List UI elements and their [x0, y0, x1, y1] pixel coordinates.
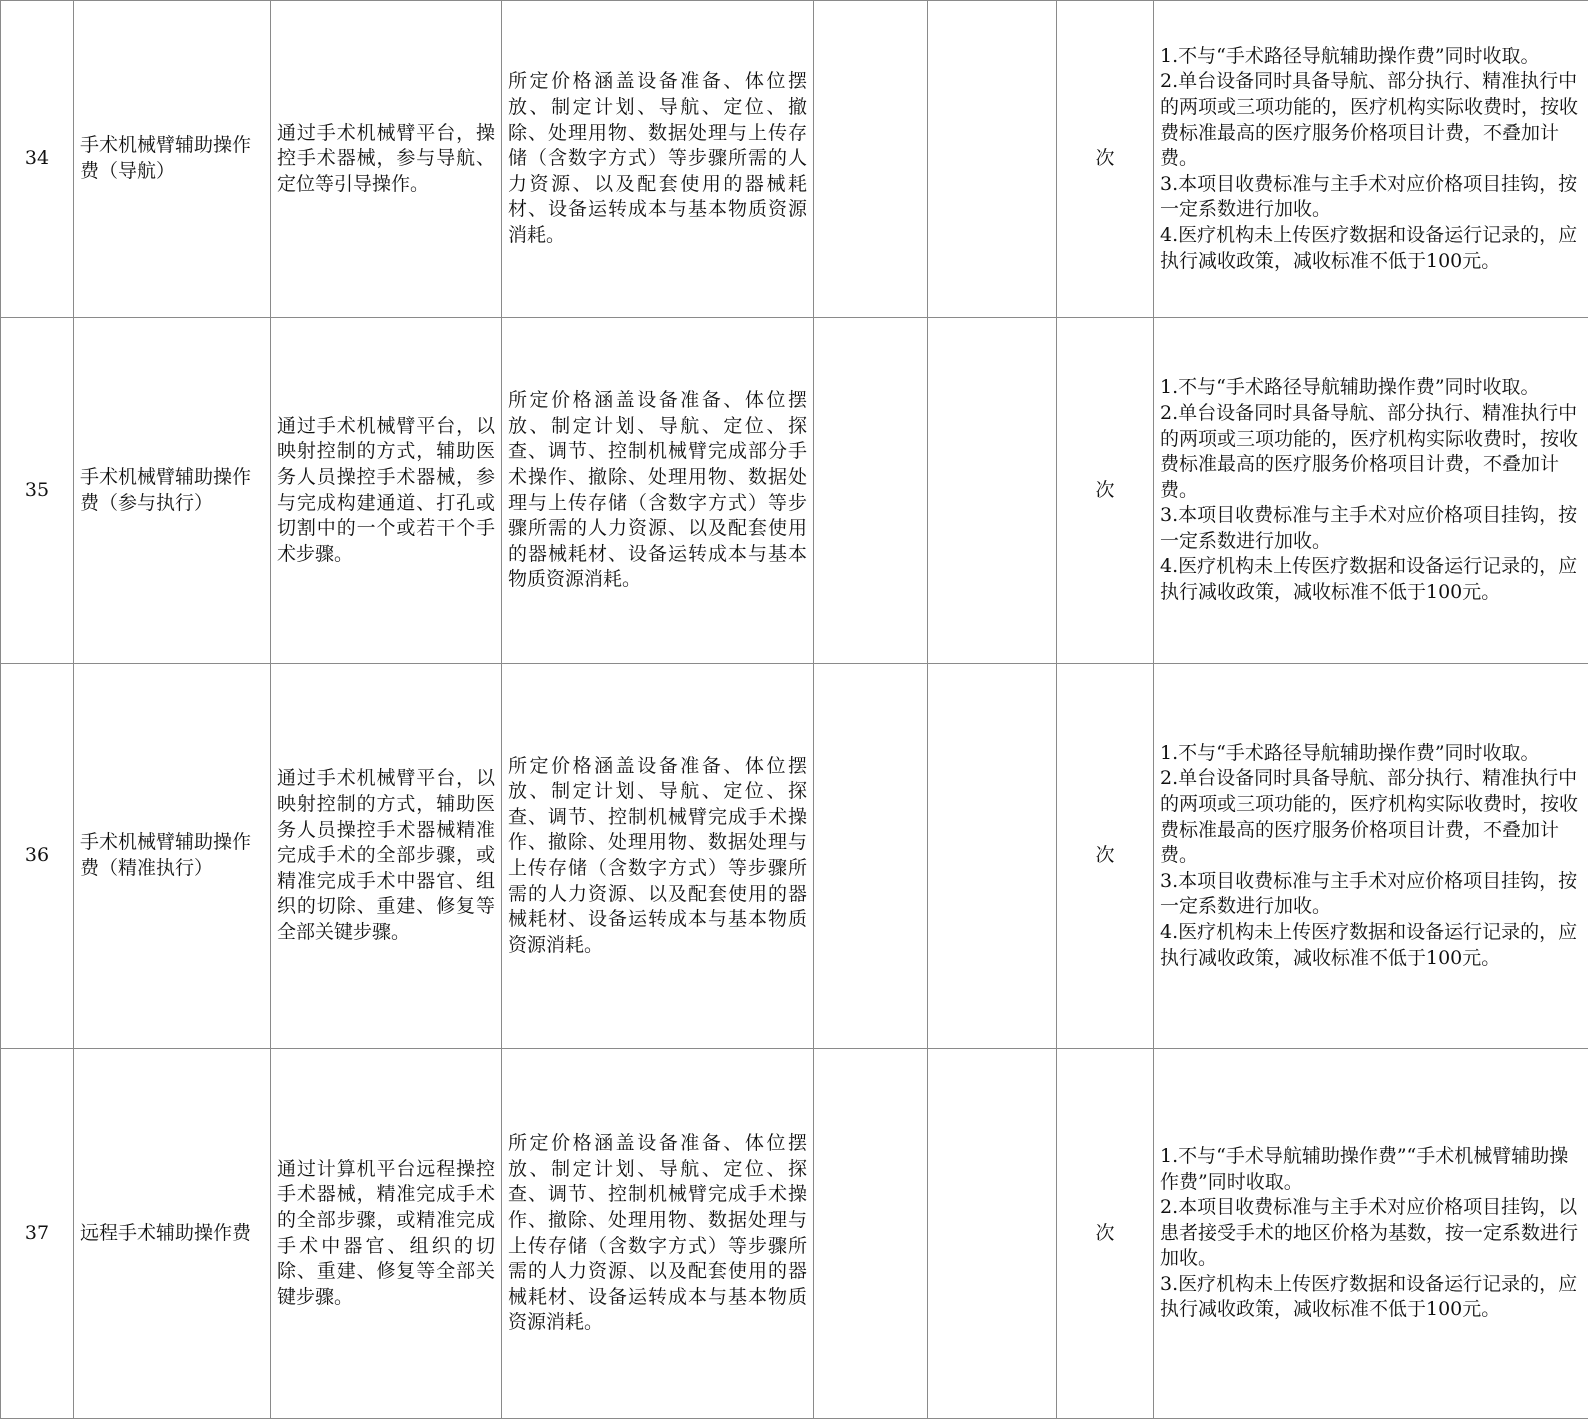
- empty-cell: [928, 318, 1057, 664]
- unit-cell: 次: [1057, 1049, 1154, 1419]
- item-number-cell: 37: [1, 1049, 74, 1419]
- item-name-cell: 远程手术辅助操作费: [74, 1049, 271, 1419]
- notes-cell: [1154, 664, 1588, 1049]
- empty-cell: [928, 1, 1057, 318]
- price-scope-cell: 所定价格涵盖设备准备、体位摆放、制定计划、导航、定位、探查、调节、控制机械臂完成手术操作、撤除、处理用物、数据处理与上传存储（含数字方式）等步骤所需的人力资源、以及配套使用的器械耗材、设备运转成本与基本物质资源消耗。: [502, 664, 814, 1049]
- note-line: 1.不与“手术路径导航辅助操作费”同时收取。: [1160, 375, 1582, 401]
- item-content-cell: 通过计算机平台远程操控手术器械，精准完成手术的全部步骤，或精准完成手术中器官、组织的切除、重建、修复等全部关键步骤。: [271, 1049, 502, 1419]
- item-name-cell: 手术机械臂辅助操作费（参与执行）: [74, 318, 271, 664]
- price-scope-cell: 所定价格涵盖设备准备、体位摆放、制定计划、导航、定位、探查、调节、控制机械臂完成手术操作、撤除、处理用物、数据处理与上传存储（含数字方式）等步骤所需的人力资源、以及配套使用的器械耗材、设备运转成本与基本物质资源消耗。: [502, 1049, 814, 1419]
- item-name-cell: 手术机械臂辅助操作费（导航）: [74, 1, 271, 318]
- empty-cell: [814, 1, 928, 318]
- empty-cell: [814, 318, 928, 664]
- unit-cell: 次: [1057, 1, 1154, 318]
- note-line: 3.医疗机构未上传医疗数据和设备运行记录的，应执行减收政策，减收标准不低于100元。: [1160, 1272, 1582, 1323]
- item-content-cell: 通过手术机械臂平台，以映射控制的方式，辅助医务人员操控手术器械精准完成手术的全部步骤，或精准完成手术中器官、组织的切除、重建、修复等全部关键步骤。: [271, 664, 502, 1049]
- empty-cell: [928, 1049, 1057, 1419]
- item-number-cell: 34: [1, 1, 74, 318]
- unit-cell: 次: [1057, 664, 1154, 1049]
- table-row: [1, 1, 1588, 318]
- note-line: 4.医疗机构未上传医疗数据和设备运行记录的，应执行减收政策，减收标准不低于100元。: [1160, 920, 1582, 971]
- note-line: 2.单台设备同时具备导航、部分执行、精准执行中的两项或三项功能的，医疗机构实际收费时，按收费标准最高的医疗服务价格项目计费，不叠加计费。: [1160, 401, 1582, 503]
- item-number-cell: 36: [1, 664, 74, 1049]
- note-line: 2.单台设备同时具备导航、部分执行、精准执行中的两项或三项功能的，医疗机构实际收费时，按收费标准最高的医疗服务价格项目计费，不叠加计费。: [1160, 766, 1582, 868]
- table-row: [1, 1049, 1588, 1419]
- note-line: 1.不与“手术路径导航辅助操作费”同时收取。: [1160, 44, 1582, 70]
- empty-cell: [814, 1049, 928, 1419]
- note-line: 2.本项目收费标准与主手术对应价格项目挂钩，以患者接受手术的地区价格为基数，按一定系数进行加收。: [1160, 1195, 1582, 1272]
- empty-cell: [814, 664, 928, 1049]
- note-line: 3.本项目收费标准与主手术对应价格项目挂钩，按一定系数进行加收。: [1160, 172, 1582, 223]
- note-line: 1.不与“手术导航辅助操作费”“手术机械臂辅助操作费”同时收取。: [1160, 1144, 1582, 1195]
- note-line: 4.医疗机构未上传医疗数据和设备运行记录的，应执行减收政策，减收标准不低于100元。: [1160, 554, 1582, 605]
- table-row: [1, 664, 1588, 1049]
- note-line: 2.单台设备同时具备导航、部分执行、精准执行中的两项或三项功能的，医疗机构实际收费时，按收费标准最高的医疗服务价格项目计费，不叠加计费。: [1160, 69, 1582, 171]
- note-line: 1.不与“手术路径导航辅助操作费”同时收取。: [1160, 741, 1582, 767]
- item-number-cell: 35: [1, 318, 74, 664]
- table-row: [1, 318, 1588, 664]
- notes-cell: [1154, 318, 1588, 664]
- note-line: 3.本项目收费标准与主手术对应价格项目挂钩，按一定系数进行加收。: [1160, 503, 1582, 554]
- note-line: 4.医疗机构未上传医疗数据和设备运行记录的，应执行减收政策，减收标准不低于100元。: [1160, 223, 1582, 274]
- notes-cell: [1154, 1, 1588, 318]
- item-content-cell: 通过手术机械臂平台，以映射控制的方式，辅助医务人员操控手术器械，参与完成构建通道、打孔或切割中的一个或若干个手术步骤。: [271, 318, 502, 664]
- notes-cell: [1154, 1049, 1588, 1419]
- empty-cell: [928, 664, 1057, 1049]
- item-name-cell: 手术机械臂辅助操作费（精准执行）: [74, 664, 271, 1049]
- note-line: 3.本项目收费标准与主手术对应价格项目挂钩，按一定系数进行加收。: [1160, 869, 1582, 920]
- item-content-cell: 通过手术机械臂平台，操控手术器械，参与导航、定位等引导操作。: [271, 1, 502, 318]
- price-scope-cell: 所定价格涵盖设备准备、体位摆放、制定计划、导航、定位、探查、调节、控制机械臂完成部分手术操作、撤除、处理用物、数据处理与上传存储（含数字方式）等步骤所需的人力资源、以及配套使用的器械耗材、设备运转成本与基本物质资源消耗。: [502, 318, 814, 664]
- price-scope-cell: 所定价格涵盖设备准备、体位摆放、制定计划、导航、定位、撤除、处理用物、数据处理与上传存储（含数字方式）等步骤所需的人力资源、以及配套使用的器械耗材、设备运转成本与基本物质资源消耗。: [502, 1, 814, 318]
- unit-cell: 次: [1057, 318, 1154, 664]
